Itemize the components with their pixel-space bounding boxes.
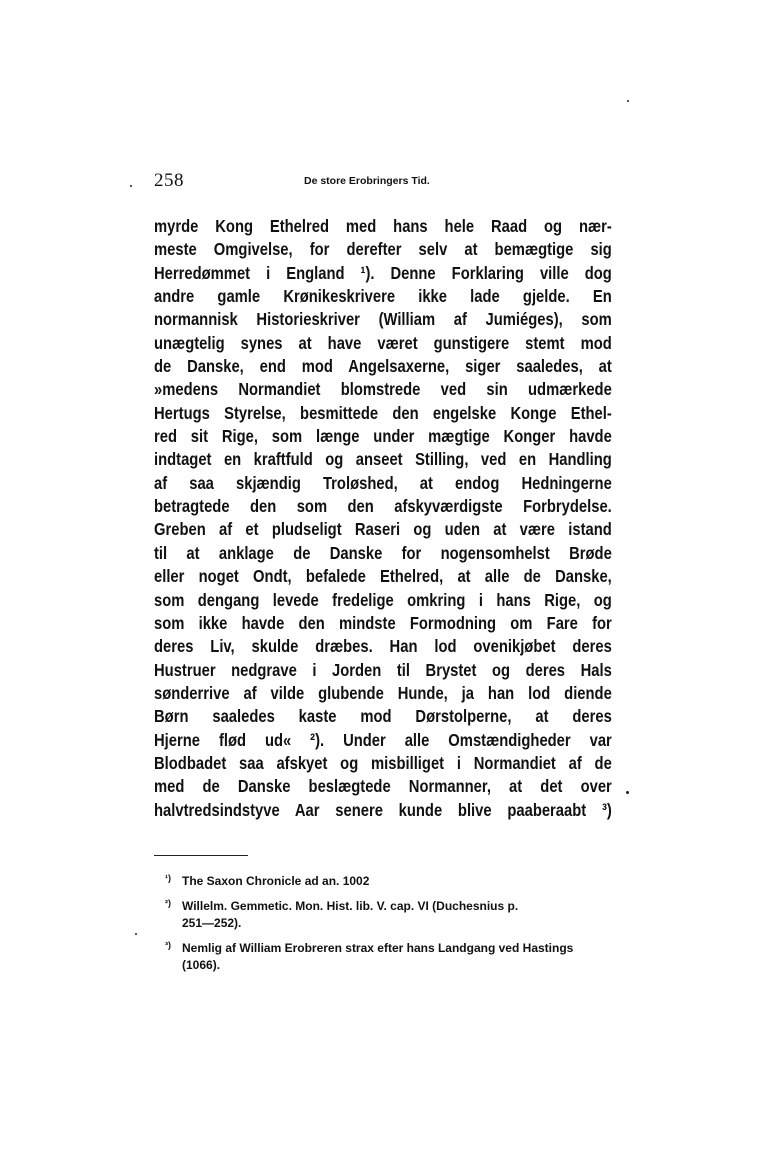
text-line: deres Liv, skulde dræbes. Han lod ovenikjøbet deres <box>154 636 612 657</box>
print-speck <box>130 185 132 187</box>
print-speck <box>135 933 137 935</box>
text-line: red sit Rige, som længe under mægtige Konger havde <box>154 426 612 447</box>
text-line: de Danske, end mod Angelsaxerne, siger saaledes, at <box>154 356 612 377</box>
text-line: som ikke havde den mindste Formodning om Fare for <box>154 612 612 633</box>
page-number: 258 <box>154 170 184 191</box>
text-line: Børn saaledes kaste mod Dørstolperne, at deres <box>154 706 612 727</box>
footnote-mark: ³) <box>165 940 171 950</box>
text-line: sønderrive af vilde glubende Hunde, ja han lod diende <box>154 682 612 703</box>
footnote-1 <box>165 873 612 890</box>
text-line: Herredømmet i England ¹). Denne Forklaring ville dog <box>154 262 612 283</box>
text-line: betragtede den som den afskyværdigste Forbrydelse. <box>154 496 612 517</box>
text-line: halvtredsindstyve Aar senere kunde blive paaberaabt ³) <box>154 799 612 820</box>
text-line: normannisk Historieskriver (William af Jumiéges), som <box>154 309 612 330</box>
footnote-text: The Saxon Chronicle ad an. 1002 <box>182 874 370 888</box>
print-speck <box>626 791 629 794</box>
running-title: De store Erobringers Tid. <box>304 175 430 187</box>
text-line: eller noget Ondt, befalede Ethelred, at alle de Danske, <box>154 566 612 587</box>
footnotes <box>165 873 612 982</box>
footnote-mark: ²) <box>165 898 171 908</box>
footnote-text: Willelm. Gemmetic. Mon. Hist. lib. V. cap. VI (Duchesnius p. <box>182 899 519 913</box>
print-speck <box>627 100 629 102</box>
text-line: Hjerne flød ud« ²). Under alle Omstændigheder var <box>154 729 612 750</box>
text-line: til at anklage de Danske for nogensomhelst Brøde <box>154 542 612 563</box>
footnote-mark: ¹) <box>165 873 171 883</box>
footnote-text: Nemlig af William Erobreren strax efter hans Landgang ved Hastings <box>182 941 574 955</box>
text-line: Hustruer nedgrave i Jorden til Brystet og deres Hals <box>154 659 612 680</box>
text-line: indtaget en kraftfuld og anseet Stilling, ved en Handling <box>154 449 612 470</box>
footnote-text: (1066). <box>182 958 221 972</box>
text-line: af saa skjændig Troløshed, at endog Hedningerne <box>154 472 612 493</box>
text-line: Greben af et pludseligt Raseri og uden at være istand <box>154 519 612 540</box>
body-text <box>154 215 612 822</box>
footnote-text: 251—252). <box>182 916 242 930</box>
text-line: som dengang levede fredelige omkring i hans Rige, og <box>154 589 612 610</box>
text-line: myrde Kong Ethelred med hans hele Raad og nær- <box>154 216 612 236</box>
text-line: unægtelig synes at have været gunstigere stemt mod <box>154 332 612 353</box>
text-line: Blodbadet saa afskyet og misbilliget i Normandiet af de <box>154 752 612 773</box>
footnote-rule <box>154 855 248 856</box>
text-line: meste Omgivelse, for derefter selv at bemægtige sig <box>154 239 612 260</box>
text-line: »medens Normandiet blomstrede ved sin udmærkede <box>154 379 612 400</box>
text-line: Hertugs Styrelse, besmittede den engelske Konge Ethel- <box>154 402 612 423</box>
footnote-2 <box>165 898 612 932</box>
text-line: med de Danske beslægtede Normanner, at det over <box>154 776 612 797</box>
footnote-3 <box>165 940 612 974</box>
text-line: andre gamle Krønikeskrivere ikke lade gjelde. En <box>154 286 612 307</box>
